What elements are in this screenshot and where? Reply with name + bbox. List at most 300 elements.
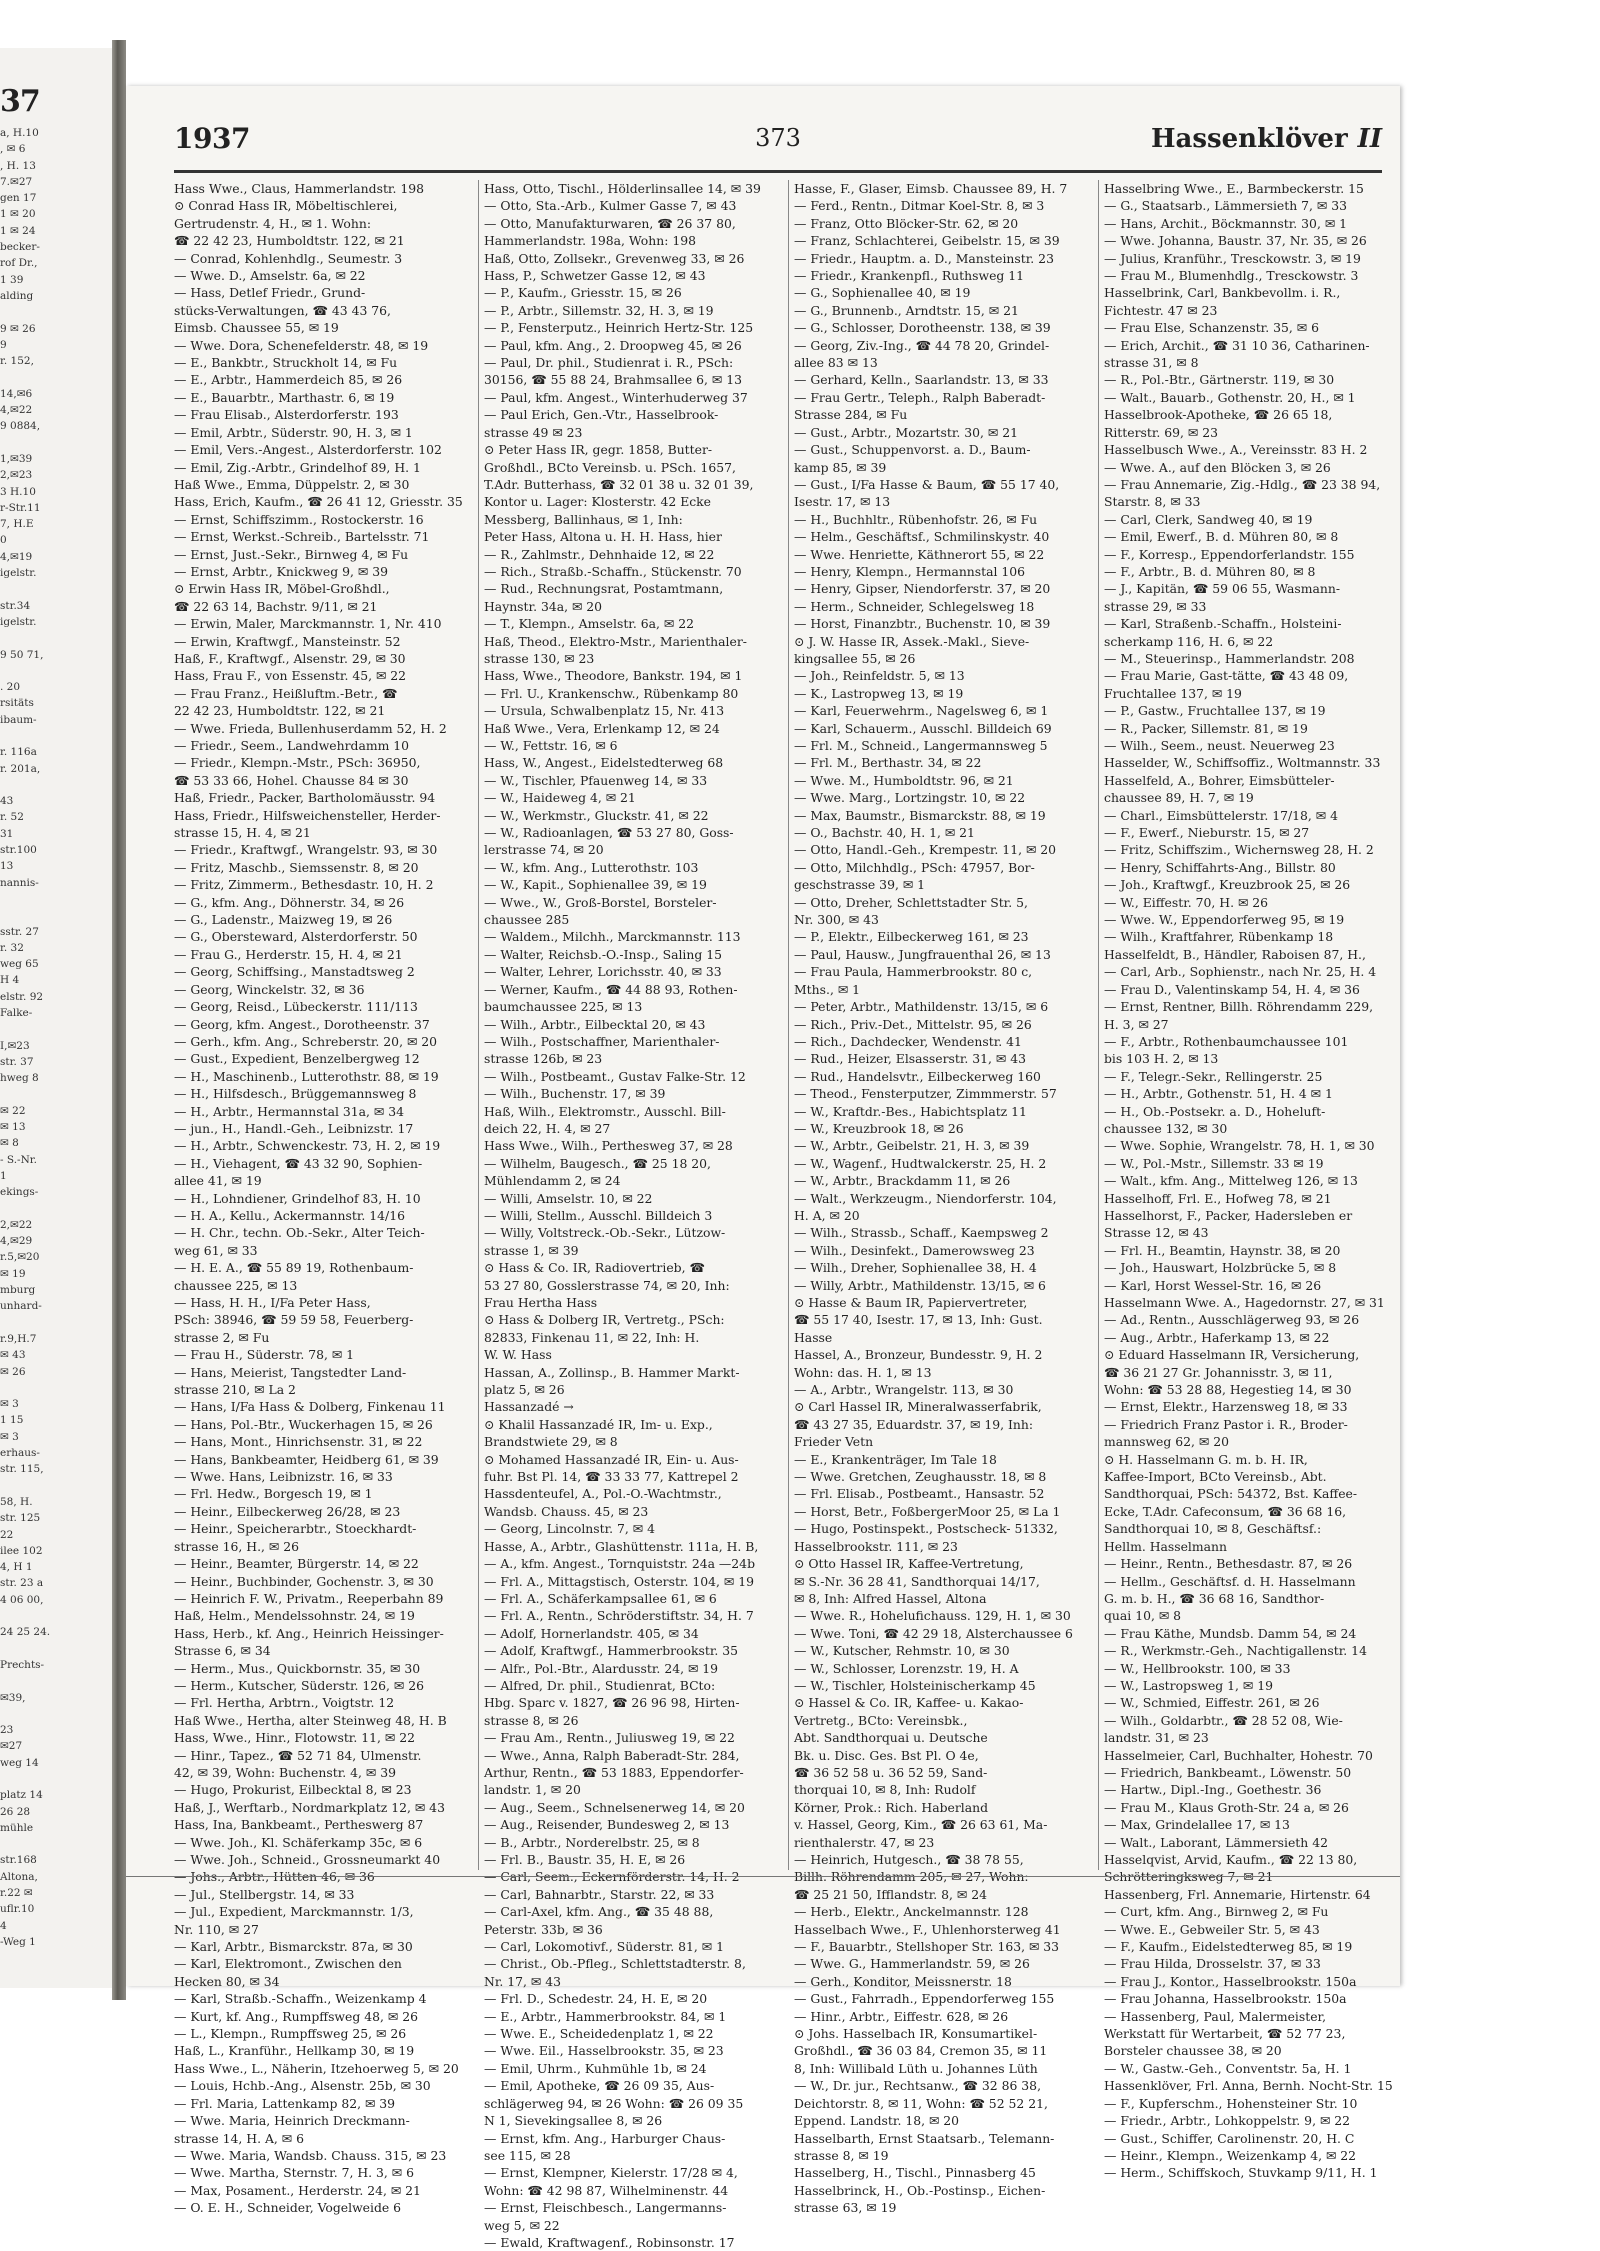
adjacent-page-line [0,663,120,679]
directory-column-2 [484,180,782,2250]
directory-entry: — H., Maschinenb., Lutterothstr. 88, ✉ 19 [174,1068,439,1084]
adjacent-page-line: 31 [0,827,14,840]
directory-entry: Hasselfeldt, B., Händler, Raboisen 87, H., [1104,946,1366,962]
directory-entry: — Frau Else, Schanzenstr. 35, ✉ 6 [1104,320,1319,336]
directory-entry: Haß, F., Kraftwgf., Alsenstr. 29, ✉ 30 [174,650,406,666]
directory-entry: ☎ 53 33 66, Hohel. Chausse 84 ✉ 30 [174,772,409,788]
adjacent-page-line: 4,✉22 [0,404,33,417]
directory-entry: — Gerh., kfm. Ang., Schreberstr. 20, ✉ 20 [174,1033,438,1049]
directory-entry: — Georg, Schiffsing., Manstadtsweg 2 [174,964,415,980]
directory-entry: — Wilhelm, Baugesch., ☎ 25 18 20, [484,1155,711,1171]
directory-entry: — Emil, Ewerf., B. d. Mühren 80, ✉ 8 [1104,529,1339,545]
directory-entry: — Hugo, Prokurist, Eilbecktal 8, ✉ 23 [174,1782,412,1798]
adjacent-page-line: 43 [0,795,14,808]
directory-entry: — Hinr., Arbtr., Eiffestr. 628, ✉ 26 [794,2008,1009,2024]
directory-page [126,86,1400,2250]
directory-entry: — Carl, Clerk, Sandweg 40, ✉ 19 [1104,511,1313,527]
directory-entry: — Wwe. Hans, Leibnizstr. 16, ✉ 33 [174,1469,393,1485]
directory-entry: 8, Inh: Willibald Lüth u. Johannes Lüth [794,2060,1038,2076]
directory-entry: — Hass, H. H., I/Fa Peter Hass, [174,1295,371,1310]
directory-entry: — Heinr., Eilbeckerweg 26/28, ✉ 23 [174,1503,401,1519]
directory-entry: Strasse 284, ✉ Fu [794,407,908,423]
directory-entry: Hammerlandstr. 198a, Wohn: 198 [484,233,696,249]
directory-entry: — Friedr., Klempn.-Mstr., PSch: 36950, [174,755,421,771]
directory-entry: kingsallee 55, ✉ 26 [794,650,916,666]
adjacent-page-line: 1 ✉ 24 [0,224,36,237]
adjacent-page-line: 4 06 00, [0,1593,44,1606]
adjacent-page-line: mühle [0,1821,34,1834]
directory-entry: ⊙ Eduard Hasselmann IR, Versicherung, [1104,1347,1360,1363]
directory-entry: — Friedr., Hauptm. a. D., Mansteinstr. 23 [794,250,1054,266]
directory-entry: strasse 16, H., ✉ 26 [174,1538,299,1554]
adjacent-page-line: hweg 8 [0,1072,39,1085]
directory-entry: — Paul, Dr. phil., Studienrat i. R., PSch: [484,355,734,371]
adjacent-page-line [0,891,120,907]
adjacent-page-line: r.9,H.7 [0,1332,37,1345]
directory-entry: — Walt., Laborant, Lämmersieth 42 [1104,1834,1328,1850]
adjacent-page-line [0,304,120,320]
directory-entry: T.Adr. Butterhass, ☎ 32 01 38 u. 32 01 39, [484,476,754,492]
directory-entry: — F., Korresp., Eppendorferlandstr. 155 [1104,546,1355,562]
directory-entry: — Johs., Arbtr., Hütten 46, ✉ 36 [174,1869,375,1885]
adjacent-page-line: rof Dr., [0,257,38,270]
directory-entry: — W., Schlosser, Lorenzstr. 19, H. A [794,1660,1019,1676]
directory-entry: — T., Klempn., Amselstr. 6a, ✉ 22 [484,616,694,632]
directory-entry: — Frau H., Süderstr. 78, ✉ 1 [174,1347,355,1363]
directory-entry: — Georg, Lincolnstr. 7, ✉ 4 [484,1521,656,1537]
directory-entry: — E., Arbtr., Hammerbrookstr. 84, ✉ 1 [484,2008,727,2024]
directory-entry: — Frau G., Herderstr. 15, H. 4, ✉ 21 [174,946,403,962]
adjacent-page-line [0,1641,120,1657]
directory-entry: — Wwe., W., Groß-Borstel, Borsteler- [484,894,717,910]
directory-entry: baumchaussee 225, ✉ 13 [484,999,643,1015]
directory-entry: — Rich., Priv.-Det., Mittelstr. 95, ✉ 26 [794,1016,1032,1032]
directory-entry: — Wilh., Postschaffner, Marienthaler- [484,1033,720,1049]
adjacent-page-line: ✉ 26 [0,1365,26,1378]
adjacent-page-line: 26 28 [0,1805,31,1818]
directory-entry: — Karl, Elektromont., Zwischen den [174,1956,402,1972]
adjacent-page-line: 9 [0,338,7,351]
adjacent-page-line: 9 ✉ 26 [0,322,36,335]
directory-entry: — H. Chr., techn. Ob.-Sekr., Alter Teich- [174,1225,425,1241]
directory-entry: Frieder Vetn [794,1434,874,1450]
adjacent-page-line: 1,✉39 [0,452,33,465]
directory-entry: — Henry, Gipser, Niendorferstr. 37, ✉ 20 [794,581,1051,597]
directory-entry: — Carl, Lokomotivf., Süderstr. 81, ✉ 1 [484,1939,725,1955]
adjacent-page-line: 9 50 71, [0,648,44,661]
directory-entry: — P., Gastw., Fruchtallee 137, ✉ 19 [1104,703,1326,719]
directory-entry: — Carl, Seem., Eckernförderstr. 14, H. 2 [484,1869,740,1885]
directory-entry: fuhr. Bst Pl. 14, ☎ 33 33 77, Kattrepel 2 [484,1469,739,1485]
adjacent-page-line: 23 [0,1724,14,1737]
adjacent-page-line: str.34 [0,599,31,612]
directory-entry: — Hugo, Postinspekt., Postscheck- 51332, [794,1521,1058,1537]
directory-entry: Hasselbrinck, H., Ob.-Postinsp., Eichen- [794,2182,1046,2198]
adjacent-page-line: 1 ✉ 20 [0,208,36,221]
directory-entry: — W., Schmied, Eiffestr. 261, ✉ 26 [1104,1695,1320,1711]
directory-entry: Starstr. 8, ✉ 33 [1104,494,1201,510]
directory-entry: — Karl, Feuerwehrm., Nagelsweg 6, ✉ 1 [794,703,1049,719]
directory-entry: — F., Arbtr., Rothenbaumchaussee 101 [1104,1033,1349,1049]
adjacent-page-line: r. 32 [0,941,24,954]
directory-entry: — Erich, Archit., ☎ 31 10 36, Catharinen- [1104,337,1370,353]
directory-entry: Peter Hass, Altona u. H. H. Hass, hier [484,529,722,545]
directory-entry: Wohn: ☎ 53 28 88, Hegestieg 14, ✉ 30 [1104,1382,1352,1398]
directory-entry: — Aug., Arbtr., Haferkamp 13, ✉ 22 [1104,1329,1330,1345]
adjacent-page-line: Altona, [0,1870,38,1883]
adjacent-page-line: 4,✉29 [0,1235,33,1248]
directory-entry: — Ernst, Klempner, Kielerstr. 17/28 ✉ 4, [484,2165,738,2181]
directory-entry: — Waldem., Milchh., Marckmannstr. 113 [484,929,741,945]
directory-entry: ⊙ Hass & Co. IR, Radiovertrieb, ☎ [484,1260,705,1276]
directory-entry: — Gerhard, Kelln., Saarlandstr. 13, ✉ 33 [794,372,1049,388]
directory-entry: — Hass, Detlef Friedr., Grund- [174,285,366,301]
directory-entry: Mths., ✉ 1 [794,981,861,997]
adjacent-page-line [0,1380,120,1396]
directory-entry: Strasse 6, ✉ 34 [174,1643,271,1659]
directory-entry: — Frau Am., Rentn., Juliusweg 19, ✉ 22 [484,1730,735,1746]
directory-entry: — Aug., Seem., Schnelsenerweg 14, ✉ 20 [484,1799,745,1815]
directory-entry: — Karl, Arbtr., Bismarckstr. 87a, ✉ 30 [174,1939,413,1955]
adjacent-page-line: r. 201a, [0,762,41,775]
directory-entry: — Frau Gertr., Teleph., Ralph Baberadt- [794,389,1046,405]
adjacent-page-line: r. 116a [0,746,37,759]
directory-entry: — Wwe. Gretchen, Zeughausstr. 18, ✉ 8 [794,1469,1047,1485]
directory-entry: — R., Zahlmstr., Dehnhaide 12, ✉ 22 [484,546,715,562]
adjacent-page-line: 1 39 [0,273,24,286]
adjacent-page-line: rsitäts [0,697,34,710]
directory-entry: — Wwe. Maria, Heinrich Dreckmann- [174,2113,410,2129]
adjacent-page-line: ✉ 8 [0,1137,19,1150]
directory-entry: — K., Lastropweg 13, ✉ 19 [794,685,964,701]
directory-entry: — Julius, Kranführ., Tresckowstr. 3, ✉ 19 [1104,250,1361,266]
directory-entry: ⊙ H. Hasselmann G. m. b. H. IR, [1104,1451,1308,1467]
directory-entry: — Wwe. Johanna, Baustr. 37, Nr. 35, ✉ 26 [1104,233,1367,249]
directory-entry: v. Hassel, Georg, Kim., ☎ 26 63 61, Ma- [794,1817,1048,1833]
directory-entry: Hellm. Hasselmann [1104,1538,1227,1554]
directory-entry: — W., Pol.-Mstr., Sillemstr. 33 ✉ 19 [1104,1155,1324,1171]
directory-entry: Brandstwiete 29, ✉ 8 [484,1434,618,1450]
directory-entry: — Wwe. Joh., Kl. Schäferkamp 35c, ✉ 6 [174,1834,423,1850]
directory-entry: — Wwe. Joh., Schneid., Grossneumarkt 40 [174,1852,441,1867]
directory-entry: — Ernst, Fleischbesch., Langermanns- [484,2200,727,2216]
directory-entry: — Frl. D., Schedestr. 24, H. E, ✉ 20 [484,1991,708,2007]
directory-entry: H. 3, ✉ 27 [1104,1016,1169,1032]
directory-entry: — Max, Baumstr., Bismarckstr. 88, ✉ 19 [794,807,1046,823]
directory-entry: Wohn: das. H. 1, ✉ 13 [794,1364,932,1380]
directory-entry: — Heinrich F. W., Privatm., Reeperbahn 89 [174,1590,444,1606]
directory-entry: — Fritz, Maschb., Siemssenstr. 8, ✉ 20 [174,859,419,875]
directory-entry: ⊙ Mohamed Hassanzadé IR, Ein- u. Aus- [484,1451,739,1467]
directory-entry: — Heinr., Speicherarbtr., Stoeckhardt- [174,1521,417,1537]
directory-entry: — Ernst, kfm. Ang., Harburger Chaus- [484,2130,726,2146]
directory-entry: — Hassenberg, Paul, Malermeister, [1104,2008,1327,2024]
directory-entry: — Herm., Mus., Quickbornstr. 35, ✉ 30 [174,1660,421,1676]
directory-entry: ☎ 36 21 27 Gr. Johannisstr. 3, ✉ 11, [1104,1364,1333,1380]
directory-entry: — Frl. A., Mittagstisch, Osterstr. 104, ✉ 19 [484,1573,754,1589]
directory-entry: — Gust., Schuppenvorst. a. D., Baum- [794,442,1031,458]
adjacent-page-line: igelstr. [0,615,37,628]
directory-entry: — Friedr., Krankenpfl., Ruthsweg 11 [794,268,1025,284]
directory-entry: — Paul, Hausw., Jungfrauenthal 26, ✉ 13 [794,946,1051,962]
directory-entry: 53 27 80, Gosslerstrasse 74, ✉ 20, Inh: [484,1277,730,1293]
adjacent-page-line: weg 14 [0,1756,39,1769]
directory-entry: — Frau M., Blumenhdlg., Tresckowstr. 3 [1104,268,1359,284]
directory-entry: — Karl, Straßb.-Schaffn., Weizenkamp 4 [174,1991,427,2007]
directory-entry: — Joh., Hauswart, Holzbrücke 5, ✉ 8 [1104,1260,1337,1276]
adjacent-page-line [0,1706,120,1722]
adjacent-page-line: I,✉23 [0,1039,30,1052]
directory-entry: — Wwe. A., auf den Blöcken 3, ✉ 26 [1104,459,1331,475]
directory-entry: — Theod., Fensterputzer, Zimmmerstr. 57 [794,1086,1057,1102]
directory-entry: H. A, ✉ 20 [794,1207,860,1223]
directory-entry: strasse 63, ✉ 19 [794,2200,897,2216]
directory-entry: — Walter, Reichsb.-O.-Insp., Saling 15 [484,946,723,962]
directory-entry: — Wilh., Postbeamt., Gustav Falke-Str. 12 [484,1068,746,1084]
directory-entry: — F., Telegr.-Sekr., Rellingerstr. 25 [1104,1068,1323,1084]
directory-entry: — F., Kaufm., Eidelstedterweg 85, ✉ 19 [1104,1939,1353,1955]
directory-entry: strasse 29, ✉ 33 [1104,598,1207,614]
directory-entry: — Friedr., Seem., Landwehrdamm 10 [174,738,410,753]
directory-entry: — Wwe. E., Gebweiler Str. 5, ✉ 43 [1104,1921,1320,1937]
directory-entry: Eimsb. Chaussee 55, ✉ 19 [174,320,339,336]
directory-entry: — Willy, Arbtr., Mathildenstr. 13/15, ✉ 6 [794,1277,1046,1293]
directory-entry: — Werner, Kaufm., ☎ 44 88 93, Rothen- [484,981,738,997]
directory-entry: — G., Staatsarb., Lämmersieth 7, ✉ 33 [1104,198,1348,214]
adjacent-page-line: ibaum- [0,713,37,726]
directory-entry: Hasselhorst, F., Packer, Hadersleben er [1104,1207,1353,1223]
directory-entry: — Otto, Dreher, Schlettstadter Str. 5, [794,894,1028,910]
directory-entry: — Hans, Mont., Hinrichsenstr. 31, ✉ 22 [174,1434,423,1450]
directory-entry: — Heinrich, Hutgesch., ☎ 38 78 55, [794,1852,1024,1867]
directory-entry: — Louis, Hchb.-Ang., Alsenstr. 25b, ✉ 30 [174,2078,431,2094]
directory-entry: Hassenklöver, Frl. Anna, Bernh. Nocht-Str. 15 [1104,2078,1393,2094]
directory-entry: Abt. Sandthorquai u. Deutsche [794,1730,988,1746]
directory-entry: — Frau Paula, Hammerbrookstr. 80 c, [794,964,1033,980]
directory-entry: — Conrad, Kohlenhdlg., Seumestr. 3 [174,250,403,266]
adjacent-page-line [0,1201,120,1217]
directory-entry: — Frl. B., Baustr. 35, H. E, ✉ 26 [484,1852,686,1867]
adjacent-page-line: sstr. 27 [0,925,39,938]
adjacent-page-line: str. 37 [0,1055,34,1068]
directory-entry: — Hinr., Tapez., ☎ 52 71 84, Ulmenstr. [174,1747,422,1763]
directory-entry: chaussee 132, ✉ 30 [1104,1120,1228,1136]
directory-entry: — H. E. A., ☎ 55 89 19, Rothenbaum- [174,1260,414,1276]
directory-entry: Hasselder, W., Schiffsoffiz., Woltmannstr. 33 [1104,755,1381,771]
directory-entry: Vertretg., BCto: Vereinsbk., [794,1712,968,1728]
column-divider [1098,180,1099,1870]
directory-entry: — Willi, Stellm., Ausschl. Billdeich 3 [484,1207,713,1223]
directory-entry: Ritterstr. 69, ✉ 23 [1104,424,1219,440]
running-head-name: Hassenklöver [1150,124,1348,154]
adjacent-page-line: , ✉ 6 [0,143,26,156]
adjacent-page-line: ✉ 13 [0,1121,26,1134]
directory-entry: — Wwe. Frieda, Bullenhuserdamm 52, H. 2 [174,720,447,736]
directory-entry: — Heinr., Buchbinder, Gochenstr. 3, ✉ 30 [174,1573,434,1589]
directory-entry: — jun., H., Handl.-Geh., Leibnizstr. 17 [174,1120,414,1136]
directory-entry: Hass, Erich, Kaufm., ☎ 26 41 12, Griesstr. 35 [174,494,463,510]
adjacent-page-line: ✉39, [0,1691,26,1704]
directory-entry: — Frl. A., Rentn., Schröderstiftstr. 34, H. 7 [484,1608,754,1624]
adjacent-page-line: igelstr. [0,567,37,580]
directory-entry: — W., Dr. jur., Rechtsanw., ☎ 32 86 38, [794,2078,1042,2094]
directory-entry: — Frau Hilda, Drosselstr. 37, ✉ 33 [1104,1956,1321,1972]
directory-entry: — W., Radioanlagen, ☎ 53 27 80, Goss- [484,825,734,841]
directory-entry: — W., Lastropsweg 1, ✉ 19 [1104,1677,1273,1693]
directory-entry: ✉ 8, Inh: Alfred Hassel, Altona [794,1590,987,1606]
directory-entry: — Ernst, Arbtr., Knickweg 9, ✉ 39 [174,563,388,579]
directory-entry: — Wwe. M., Humboldtstr. 96, ✉ 21 [794,772,1014,788]
directory-entry: — R., Packer, Sillemstr. 81, ✉ 19 [1104,720,1308,736]
directory-entry: strasse 126b, ✉ 23 [484,1051,603,1067]
directory-entry: — Rud., Heizer, Elsasserstr. 31, ✉ 43 [794,1051,1027,1067]
directory-entry: Hasselfeld, A., Bohrer, Eimsbütteler- [1104,772,1335,788]
directory-entry: scherkamp 116, H. 6, ✉ 22 [1104,633,1274,649]
directory-entry: Mühlendamm 2, ✉ 24 [484,1173,621,1189]
directory-entry: — Fritz, Schiffszim., Wichernsweg 28, H. 2 [1104,842,1374,858]
directory-entry: — Heinr., Rentn., Bethesdastr. 87, ✉ 26 [1104,1556,1353,1572]
directory-entry: — Hans, Archit., Böckmannstr. 30, ✉ 1 [1104,215,1348,231]
directory-entry: weg 5, ✉ 22 [484,2217,560,2233]
adjacent-page-line: ✉27 [0,1740,23,1753]
adjacent-page-line: 3 H.10 [0,485,36,498]
directory-entry: — G., Obersteward, Alsterdorferstr. 50 [174,929,418,945]
directory-entry: — P., Fensterputz., Heinrich Hertz-Str. 125 [484,320,754,336]
directory-entry: — J., Kapitän, ☎ 59 06 55, Wasmann- [1104,581,1341,597]
directory-entry: — Wwe. D., Amselstr. 6a, ✉ 22 [174,268,366,284]
directory-entry: — Erwin, Kraftwgf., Mansteinstr. 52 [174,633,401,649]
adjacent-page-line [0,1836,120,1852]
directory-entry: — W., Kraftdr.-Bes., Habichtsplatz 11 [794,1103,1027,1119]
directory-entry: strasse 8, ✉ 26 [484,1712,579,1728]
directory-entry: — Ferd., Rentn., Ditmar Koel-Str. 8, ✉ 3 [794,198,1045,214]
adjacent-page-line [0,1608,120,1624]
directory-entry: — Ernst, Just.-Sekr., Birnweg 4, ✉ Fu [174,546,409,562]
directory-entry: — P., Kaufm., Griesstr. 15, ✉ 26 [484,285,682,301]
book-spine-shadow [112,40,126,2000]
directory-entry: Haß, Helm., Mendelssohnstr. 24, ✉ 19 [174,1608,415,1624]
page-number: 373 [755,124,801,152]
adjacent-page-line: 4, H 1 [0,1561,33,1574]
directory-entry: Großhdl., BCto Vereinsb. u. PSch. 1657, [484,459,736,475]
directory-entry: — P., Arbtr., Sillemstr. 32, H. 3, ✉ 19 [484,302,714,318]
directory-entry: Hassanzadé → [484,1399,574,1415]
adjacent-page-line: ✉ 3 [0,1398,19,1411]
directory-entry: — Wilh., Buchenstr. 17, ✉ 39 [484,1086,666,1102]
adjacent-page-line: ✉ 19 [0,1267,26,1280]
directory-entry: Hassan, A., Zollinsp., B. Hammer Markt- [484,1364,740,1380]
adjacent-page-line: ✉ 43 [0,1349,26,1362]
adjacent-page-line [0,1315,120,1331]
directory-entry: — Frl. Maria, Lattenkamp 82, ✉ 39 [174,2095,396,2111]
directory-entry: platz 5, ✉ 26 [484,1382,565,1398]
adjacent-page-line: str. 23 a [0,1577,44,1590]
directory-entry: — Rud., Rechnungsrat, Postamtmann, [484,581,724,597]
directory-entry: — Ernst, Schiffszimm., Rostockerstr. 16 [174,511,424,527]
directory-entry: — Wwe. Maria, Wandsb. Chauss. 315, ✉ 23 [174,2147,447,2163]
column-divider [788,180,789,1870]
directory-entry: Nr. 110, ✉ 27 [174,1921,259,1937]
adjacent-page-line: H 4 [0,974,20,987]
adjacent-page-line: r. 152, [0,355,34,368]
adjacent-page-line [0,369,120,385]
adjacent-page-line: 4 [0,1919,7,1932]
directory-entry: — Frl. Elisab., Postbeamt., Hansastr. 52 [794,1486,1045,1502]
directory-entry: — M., Steuerinsp., Hammerlandstr. 208 [1104,650,1355,666]
directory-entry: — Wwe. Toni, ☎ 42 29 18, Alsterchaussee 6 [794,1625,1073,1641]
directory-entry: — W., Hellbrookstr. 100, ✉ 33 [1104,1660,1291,1676]
directory-entry: — W., Fettstr. 16, ✉ 6 [484,738,618,753]
directory-entry: — Wilh., Desinfekt., Damerowsweg 23 [794,1242,1035,1258]
adjacent-page-line: 14,✉6 [0,387,33,400]
running-head [1151,124,1382,154]
directory-entry: Hbg. Sparc v. 1827, ☎ 26 96 98, Hirten- [484,1695,740,1711]
directory-column-4 [1104,180,1402,2181]
directory-entry: — W., Gastw.-Geh., Conventstr. 5a, H. 1 [1104,2060,1352,2076]
directory-entry: — Carl, Bahnarbtr., Starstr. 22, ✉ 33 [484,1886,715,1902]
directory-entry: Hass, Wwe., Theodore, Bankstr. 194, ✉ 1 [484,668,743,684]
directory-entry: ☎ 22 63 14, Bachstr. 9/11, ✉ 21 [174,598,378,614]
directory-entry: — F., Kupferschm., Hohensteiner Str. 10 [1104,2095,1358,2111]
directory-entry: — Gust., I/Fa Hasse & Baum, ☎ 55 17 40, [794,476,1060,492]
directory-entry: — Georg, kfm. Angest., Dorotheenstr. 37 [174,1016,430,1032]
adjacent-page-line: 7, H.E [0,518,34,531]
directory-entry: — Frau Käthe, Mundsb. Damm 54, ✉ 24 [1104,1625,1357,1641]
adjacent-page-heading: 37 [0,84,40,119]
directory-entry: Hasselbrook-Apotheke, ☎ 26 65 18, [1104,407,1333,423]
directory-entry: — Max, Posament., Herderstr. 24, ✉ 21 [174,2182,421,2198]
directory-entry: — Alfr., Pol.-Btr., Alardusstr. 24, ✉ 19 [484,1660,719,1676]
directory-entry: — Ewald, Kraftwagenf., Robinsonstr. 17 [484,2234,735,2250]
adjacent-page-line [0,1478,120,1494]
directory-entry: — Frau D., Valentinskamp 54, H. 4, ✉ 36 [1104,981,1360,997]
directory-entry: — Otto, Handl.-Geh., Krempestr. 11, ✉ 20 [794,842,1057,858]
adjacent-page-line: erhaus- [0,1447,40,1460]
directory-entry: allee 41, ✉ 19 [174,1173,262,1189]
directory-entry: strasse 1, ✉ 39 [484,1242,579,1258]
directory-entry: ☎ 55 17 40, Isestr. 17, ✉ 13, Inh: Gust. [794,1312,1043,1328]
directory-entry: ☎ 43 27 35, Eduardstr. 37, ✉ 19, Inh: [794,1416,1034,1432]
adjacent-page-line: str.100 [0,844,37,857]
directory-entry: — W., Arbtr., Geibelstr. 21, H. 3, ✉ 39 [794,1138,1030,1154]
directory-entry: — F., Ewerf., Nieburstr. 15, ✉ 27 [1104,825,1310,841]
directory-entry: W. W. Hass [484,1347,552,1363]
directory-entry: — Paul, kfm. Ang., 2. Droopweg 45, ✉ 26 [484,337,742,353]
adjacent-page-line: 1 15 [0,1414,24,1427]
adjacent-page-line: nannis- [0,876,39,889]
directory-entry: — Wwe. E., Scheidedenplatz 1, ✉ 22 [484,2026,714,2042]
directory-entry: — Ad., Rentn., Ausschlägerweg 93, ✉ 26 [1104,1312,1360,1328]
directory-entry: Körner, Prok.: Rich. Haberland [794,1799,989,1815]
directory-entry: — W., Tischler, Pfauenweg 14, ✉ 33 [484,772,708,788]
adjacent-page-line: ilee 102 [0,1544,43,1557]
directory-entry: Hasselqvist, Arvid, Kaufm., ☎ 22 13 80, [1104,1852,1358,1867]
directory-entry: — A., Arbtr., Wrangelstr. 113, ✉ 30 [794,1382,1014,1398]
directory-entry: — Frau Marie, Gast-tätte, ☎ 43 48 09, [1104,668,1349,684]
directory-entry: — E., Bauarbtr., Marthastr. 6, ✉ 19 [174,389,395,405]
adjacent-page-line: 9 0884, [0,420,41,433]
directory-entry: Billh. Röhrendamm 205, ✉ 27, Wohn: [794,1869,1029,1885]
directory-entry: Hass, Frau F., von Essenstr. 45, ✉ 22 [174,668,407,684]
directory-entry: Arthur, Rentn., ☎ 53 1883, Eppendorfer- [484,1764,744,1780]
directory-entry: — Wwe. Dora, Schenefelderstr. 48, ✉ 19 [174,337,429,353]
adjacent-page-line: 22 [0,1528,14,1541]
directory-entry: — Kurt, kf. Ang., Rumpffsweg 48, ✉ 26 [174,2008,418,2024]
directory-entry: — Herm., Kutscher, Süderstr. 126, ✉ 26 [174,1677,424,1693]
directory-entry: ⊙ Hass & Dolberg IR, Vertretg., PSch: [484,1312,725,1328]
directory-entry: Hass, Wwe., Hinr., Flotowstr. 11, ✉ 22 [174,1730,415,1746]
directory-entry: — Horst, Betr., FoßbergerMoor 25, ✉ La 1 [794,1503,1061,1519]
